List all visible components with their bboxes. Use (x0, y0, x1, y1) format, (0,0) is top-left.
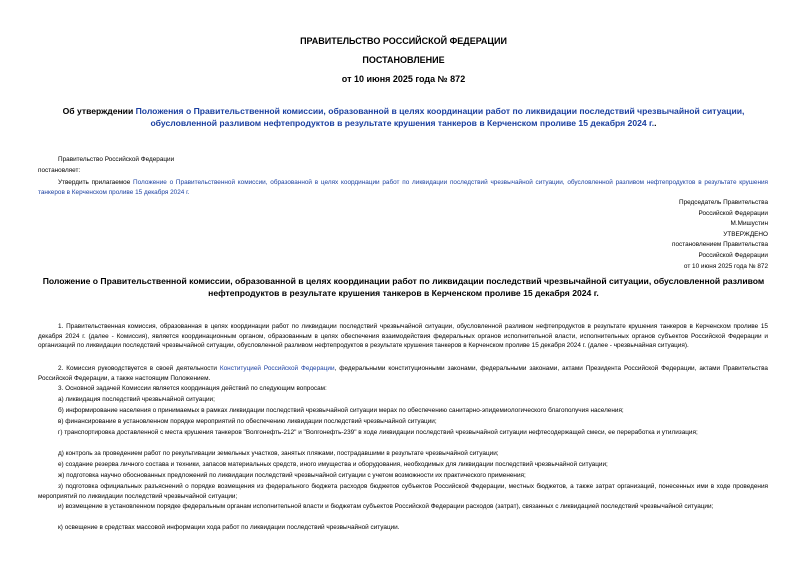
clause-3-e: е) создание резерва личного состава и техники, запасов материальных средств, иного имущества и оборудования, необходимых для ликвидации последствий чрезвычайной ситуации; (58, 461, 608, 468)
approved-date: от 10 июня 2025 года № 872 (683, 262, 768, 270)
clause-3-i: и) возмещение в установленном порядке федеральным органам исполнительной власти и бюджетам субъектов Российской Федерации расходов (затрат), связанных с ликвидацией последствий чрезвычайной ситуации; (58, 503, 714, 510)
clause-1: 1. Правительственная комиссия, образованная в целях координации работ по ликвидации последствий чрезвычайной ситуации, обусловленной разливом нефтепродуктов в результате крушения танкеров в Керченском проливе 15 декабря 2024 г. (далее - Комиссия), является координационным органом, образованным в целях обеспечения взаимодействия федеральных органов исполнительной власти, исполнительных органов субъектов Российской Федерации и организаций по ликвидации последствий чрезвычайной ситуации, обусловленной разливом нефтепродуктов в результате крушения танкеров в Керченском проливе 15 декабря 2024 г. (далее - чрезвычайная ситуация). (38, 323, 768, 350)
title-link[interactable]: Положения о Правительственной комиссии, образованной в целях координации работ по ликвидации последствий чрезвычайной ситуации, обусловленной разливом нефтепродуктов в результате крушения танкеров в Керченском проливе 15 декабря 2024 г. (135, 106, 745, 128)
approved-line3: Российской Федерации (698, 251, 768, 259)
signature-line2: Российской Федерации (698, 209, 768, 217)
clause-3-d: д) контроль за проведением работ по рекультивации земельных участков, занятых пляжами, пострадавшими в результате чрезвычайной ситуации; (58, 450, 499, 457)
document-title (40, 106, 767, 129)
clause-3-k: к) освещение в средствах массовой информации хода работ по ликвидации последствий чрезвычайной ситуации. (58, 524, 400, 531)
clause-3-g: г) транспортировка доставленной с места крушения танкеров "Волгонефть-212" и "Волгонефть-239" в ходе ликвидации последствий чрезвычайной ситуации нефтесодержащей смеси, ее переработка и утилизация; (58, 429, 698, 436)
approve-link[interactable]: Положение о Правительственной комиссии, образованной в целях координации работ по ликвидации последствий чрезвычайной ситуации, обусловленной разливом нефтепродуктов в результате крушения танкеров в Керченском проливе 15 декабря 2024 г. (38, 179, 769, 196)
clause-3-a: а) ликвидация последствий чрезвычайной ситуации; (58, 396, 215, 403)
clause-3-z: з) подготовка официальных разъяснений о порядке возмещения из федерального бюджета расходов бюджетов субъектов Российской Федерации, местных бюджетов, а также затрат организаций, понесенных ими в ходе проведения мероприятий по ликвидации последствий чрезвычайной ситуации; (38, 483, 768, 500)
preamble-line2: постановляет: (38, 167, 81, 174)
approved-label: УТВЕРЖДЕНО (723, 230, 768, 238)
approve-prefix: Утвердить прилагаемое (58, 179, 134, 186)
regulation-title: Положение о Правительственной комиссии, образованной в целях координации работ по ликвидации последствий чрезвычайной ситуации, обусловленной разливом нефтепродуктов в результате крушения танкеров в Керченском проливе 15 декабря 2024 г. (42, 276, 765, 298)
clause-3-v: в) финансирование в установленном порядке мероприятий по обеспечению ликвидации последствий чрезвычайной ситуации; (58, 418, 437, 425)
constitution-link[interactable]: Конституцией Российской Федерации (219, 365, 335, 372)
approve-paragraph (38, 178, 768, 197)
document-type: ПОСТАНОВЛЕНИЕ (362, 55, 445, 65)
preamble-line1: Правительство Российской Федерации (58, 156, 175, 163)
approved-line2: постановлением Правительства (672, 241, 768, 249)
clause-3: 3. Основной задачей Комиссии является координация действий по следующим вопросам: (58, 385, 327, 392)
signature-name: М.Мишустин (730, 220, 768, 228)
clause-3-zh: ж) подготовка научно обоснованных предложений по ликвидации последствий чрезвычайной ситуации с учетом возможности их практического применения; (58, 472, 526, 479)
signature-block (672, 198, 768, 272)
clause-2-prefix: 2. Комиссия руководствуется в своей деятельности (58, 365, 220, 372)
government-heading: ПРАВИТЕЛЬСТВО РОССИЙСКОЙ ФЕДЕРАЦИИ (300, 36, 507, 46)
title-prefix: Об утверждении (62, 106, 136, 116)
clause-2 (38, 364, 768, 383)
clause-3-b: б) информирование населения о принимаемых в рамках ликвидации последствий чрезвычайной ситуации мерах по обеспечению санитарно-эпидемиологического благополучия населения; (58, 407, 624, 414)
signature-line1: Председатель Правительства (679, 199, 768, 206)
clause-2-suffix: , федеральными конституционными законами, федеральными законами, актами Президента Российской Федерации, актами Правительства Российской Федерации, а также настоящим Положением. (38, 365, 768, 382)
title-suffix: . (654, 117, 657, 128)
document-date-number: от 10 июня 2025 года № 872 (341, 74, 466, 84)
